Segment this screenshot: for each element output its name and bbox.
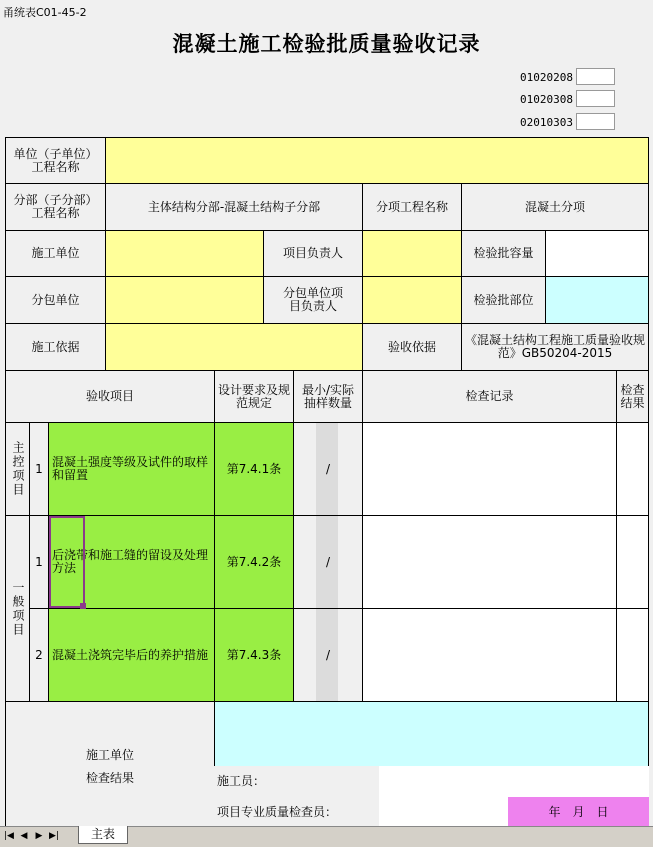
constructor-label: 施工单位: [5, 230, 106, 277]
header-item: 验收项目: [5, 370, 215, 423]
fill-handle[interactable]: [80, 603, 86, 609]
unit-name-label: 单位（子单位）工程名称: [5, 137, 106, 184]
nav-next-icon[interactable]: ▶: [35, 831, 43, 841]
sub-pm-cell[interactable]: [362, 276, 462, 324]
group-general-text: 一般项目: [11, 580, 25, 637]
item-1-record[interactable]: [362, 422, 617, 516]
header-sample-text: 最小/实际抽样数量: [301, 382, 355, 410]
header-result-text: 检查结果: [620, 382, 645, 410]
constructor-cell[interactable]: [105, 230, 264, 277]
nav-prev-icon[interactable]: ◀: [20, 831, 28, 841]
subdivision-value[interactable]: 主体结构分部-混凝土结构子分部: [105, 183, 363, 231]
header-sample: [293, 370, 363, 423]
basis-cell[interactable]: [105, 323, 363, 371]
footer-left-line1: 施工单位: [85, 747, 134, 762]
footer-date[interactable]: 年 月 日: [508, 797, 649, 826]
footer-inspector-cell[interactable]: [379, 797, 509, 826]
code-1-cell[interactable]: [576, 68, 615, 85]
sheet-tab-main[interactable]: 主表: [78, 826, 128, 844]
header-record: 检查记录: [362, 370, 617, 423]
header-design-text: 设计要求及规范规定: [218, 382, 291, 410]
subcontractor-label: 分包单位: [5, 276, 106, 324]
basis-label: 施工依据: [5, 323, 106, 371]
subdivision-label: 分部（子分部）工程名称: [5, 183, 106, 231]
code-2: 01020308: [520, 93, 573, 106]
sub-pm-label-wrap: [263, 276, 363, 324]
pm-cell[interactable]: [362, 230, 462, 277]
item-1-clause[interactable]: 第7.4.1条: [214, 422, 294, 516]
header-result: [616, 370, 649, 423]
nav-last-icon[interactable]: ▶|: [49, 831, 59, 841]
unit-name-cell[interactable]: [105, 137, 649, 184]
subcontractor-cell[interactable]: [105, 276, 264, 324]
item-1-desc[interactable]: 混凝土强度等级及试件的取样和留置: [48, 422, 215, 516]
code-1: 01020208: [520, 71, 573, 84]
location-cell[interactable]: [545, 276, 649, 324]
item-3-sample[interactable]: /: [293, 608, 363, 702]
footer-worker-label: 施工员：: [214, 766, 380, 797]
footer-result-cell[interactable]: [214, 701, 649, 767]
form-grid: [5, 137, 649, 826]
code-2-cell[interactable]: [576, 90, 615, 107]
accept-basis-value[interactable]: 《混凝土结构工程施工质量验收规范》GB50204-2015: [461, 323, 649, 371]
footer-left: [5, 701, 215, 826]
capacity-label: 检验批容量: [461, 230, 546, 277]
selected-cell-outline: [49, 516, 85, 608]
item-3-record[interactable]: [362, 608, 617, 702]
item-3-no: 2: [29, 608, 49, 702]
code-3: 02010303: [520, 116, 573, 129]
page-title: 混凝土施工检验批质量验收记录: [172, 32, 481, 56]
item-2-sample[interactable]: /: [293, 515, 363, 609]
accept-basis-label: 验收依据: [362, 323, 462, 371]
sub-pm-label: 分包单位项目负责人: [282, 286, 343, 313]
item-1-no: 1: [29, 422, 49, 516]
pm-label: 项目负责人: [263, 230, 363, 277]
item-2-result[interactable]: [616, 515, 649, 609]
item-name-label: 分项工程名称: [362, 183, 462, 231]
item-3-result[interactable]: [616, 608, 649, 702]
location-label: 检验批部位: [461, 276, 546, 324]
capacity-cell[interactable]: [545, 230, 649, 277]
form-code: 甬统表C01-45-2: [3, 6, 87, 19]
footer-worker-cell[interactable]: [379, 766, 649, 797]
item-1-result[interactable]: [616, 422, 649, 516]
header-design: [214, 370, 294, 423]
item-1-sample[interactable]: /: [293, 422, 363, 516]
code-3-cell[interactable]: [576, 113, 615, 130]
footer-left-line2: 检查结果: [85, 770, 134, 785]
group-general: [5, 515, 30, 702]
item-2-no: 1: [29, 515, 49, 609]
item-2-record[interactable]: [362, 515, 617, 609]
item-2-desc[interactable]: 后浇带和施工缝的留设及处理方法: [48, 515, 215, 609]
group-main: [5, 422, 30, 516]
footer-inspector-label: 项目专业质量检查员：: [214, 797, 380, 826]
item-3-clause[interactable]: 第7.4.3条: [214, 608, 294, 702]
nav-first-icon[interactable]: |◀: [4, 831, 14, 841]
item-name-value[interactable]: 混凝土分项: [461, 183, 649, 231]
item-2-clause[interactable]: 第7.4.2条: [214, 515, 294, 609]
group-main-text: 主控项目: [11, 441, 25, 497]
item-3-desc[interactable]: 混凝土浇筑完毕后的养护措施: [48, 608, 215, 702]
